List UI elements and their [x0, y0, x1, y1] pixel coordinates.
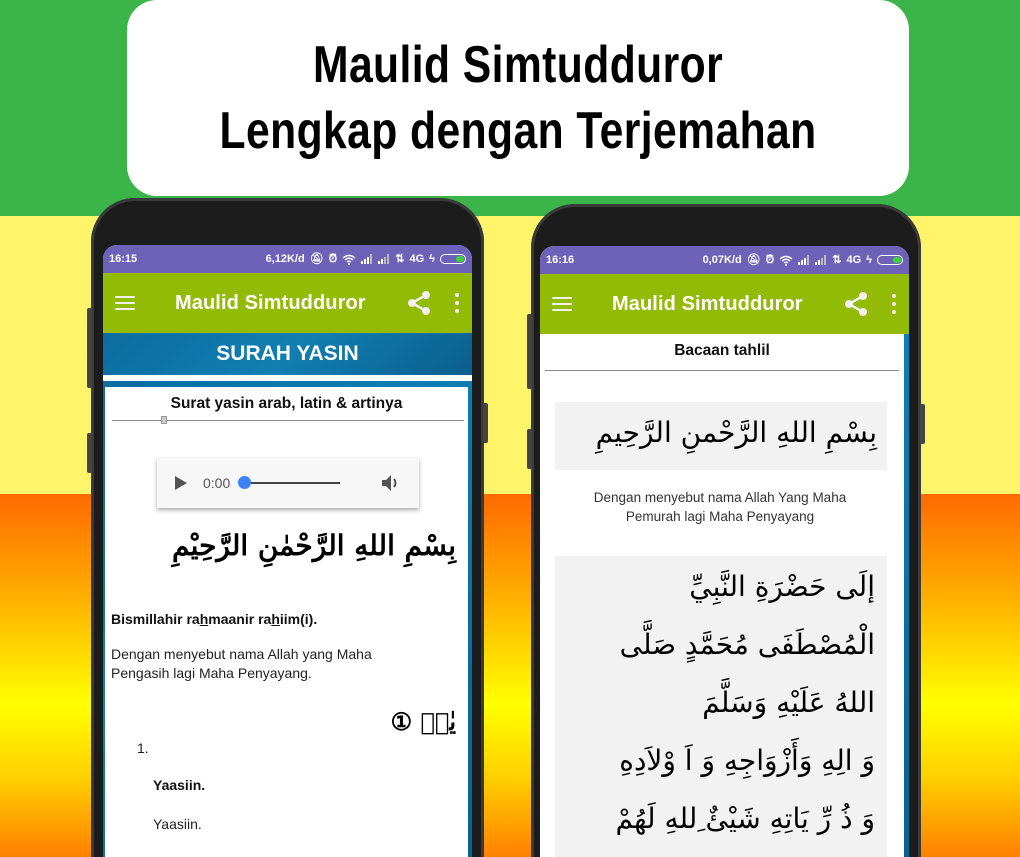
status-time: 16:16: [546, 254, 575, 266]
signal-icon: [798, 255, 810, 265]
banner-title-line-2: Lengkap dengan Terjemahan: [219, 102, 817, 160]
data-arrows-icon: ⇅: [832, 253, 842, 266]
section-title: Bacaan tahlil: [674, 342, 770, 359]
side-button-right: [483, 403, 488, 443]
audio-time: 0:00: [203, 475, 231, 491]
tahlil-box: [555, 556, 887, 857]
seek-thumb[interactable]: [238, 476, 251, 489]
phone-left: [91, 198, 484, 857]
more-vert-icon[interactable]: [454, 293, 460, 313]
verse-number: 1.: [137, 740, 149, 756]
content-frame: [540, 334, 909, 857]
promo-banner: [127, 0, 909, 196]
data-arrows-icon: ⇅: [395, 252, 405, 265]
more-vert-icon[interactable]: [891, 294, 897, 314]
charging-icon: ϟ: [429, 252, 435, 265]
alarm-icon: ⏰︎: [765, 253, 775, 266]
wifi-icon: [779, 255, 793, 266]
app-bar: [540, 274, 909, 334]
verse-translation: Yaasiin.: [153, 816, 202, 832]
alarm-icon: ⏰︎: [328, 252, 338, 265]
network-speed: 6,12K/d: [265, 253, 305, 265]
bismillah-translation: Dengan menyebut nama Allah Yang Maha Pemurah lagi Maha Penyayang: [593, 490, 847, 524]
bismillah-box: [555, 402, 887, 470]
share-icon[interactable]: [843, 291, 869, 317]
banner-title-line-1: Maulid Simtudduror: [312, 36, 724, 94]
content-area[interactable]: [105, 387, 468, 857]
hamburger-icon[interactable]: [115, 296, 135, 310]
signal-icon: [815, 255, 827, 265]
divider: [545, 370, 899, 371]
scroll-marker: [161, 416, 167, 424]
bismillah-translation: Dengan menyebut nama Allah yang Maha Pengasih lagi Maha Penyayang.: [111, 646, 372, 681]
verse-latin: Yaasiin.: [153, 777, 206, 793]
bismillah-latin: Bismillahir rahmaanir rahiim(i).: [111, 611, 318, 627]
network-type: 4G: [846, 254, 862, 266]
app-title: Maulid Simtudduror: [612, 292, 803, 315]
tahlil-line: إلَى حَضْرَةِ النَّبِيِّ: [689, 570, 875, 603]
power-button: [527, 429, 532, 469]
status-bar: [103, 245, 472, 273]
status-bar: [540, 246, 909, 274]
volume-button: [87, 308, 92, 388]
volume-button: [527, 314, 532, 389]
surah-header-banner: SURAH YASIN: [103, 333, 472, 381]
signal-icon: [378, 254, 390, 264]
phone-right: [531, 204, 921, 857]
tahlil-line: وَ الِهِ وَأَزْوَاجِهِ وَ اَ وْلاَدِهِ: [619, 744, 875, 777]
signal-icon: [361, 254, 373, 264]
charging-icon: ϟ: [866, 253, 872, 266]
side-button-right: [920, 404, 925, 444]
tahlil-line: الْمُصْطَفَى مُحَمَّدٍ صَلَّى: [619, 628, 875, 661]
hamburger-icon[interactable]: [552, 297, 572, 311]
content-area[interactable]: [540, 334, 904, 857]
bismillah-calligraphy: بِسْمِ اللهِ الرَّحْمٰنِ الرَّحِيْمِ: [172, 529, 456, 562]
app-title: Maulid Simtudduror: [175, 291, 366, 314]
audio-player: [157, 458, 419, 508]
audio-seek-slider[interactable]: [244, 482, 340, 484]
phone-right-screen: [540, 246, 909, 857]
tahlil-line: اللهُ عَلَيْهِ وَسَلَّمَ: [702, 686, 875, 719]
power-button: [87, 433, 92, 473]
network-speed: 0,07K/d: [702, 254, 742, 266]
section-title: Surat yasin arab, latin & artinya: [170, 395, 403, 412]
mute-icon: 🔕︎: [309, 252, 324, 265]
tahlil-line: وَ ذُ رِّ يَاتِهِ شَيْئٌ ِللهِ لَهُمْ: [615, 802, 875, 835]
status-time: 16:15: [109, 253, 138, 265]
content-frame: [103, 333, 472, 857]
battery-icon: [877, 255, 903, 265]
app-bar: [103, 273, 472, 333]
share-icon[interactable]: [406, 290, 432, 316]
wifi-icon: [342, 254, 356, 265]
battery-icon: [440, 254, 466, 264]
volume-icon[interactable]: [381, 474, 401, 492]
verse-arabic: يٰسۤ ①: [390, 707, 456, 736]
bismillah-arabic: بِسْمِ اللهِ الرَّحْمنِ الرَّحِيمِ: [595, 416, 877, 449]
mute-icon: 🔕︎: [746, 253, 761, 266]
phone-left-screen: [103, 245, 472, 857]
network-type: 4G: [409, 253, 425, 265]
play-icon[interactable]: [175, 476, 187, 490]
